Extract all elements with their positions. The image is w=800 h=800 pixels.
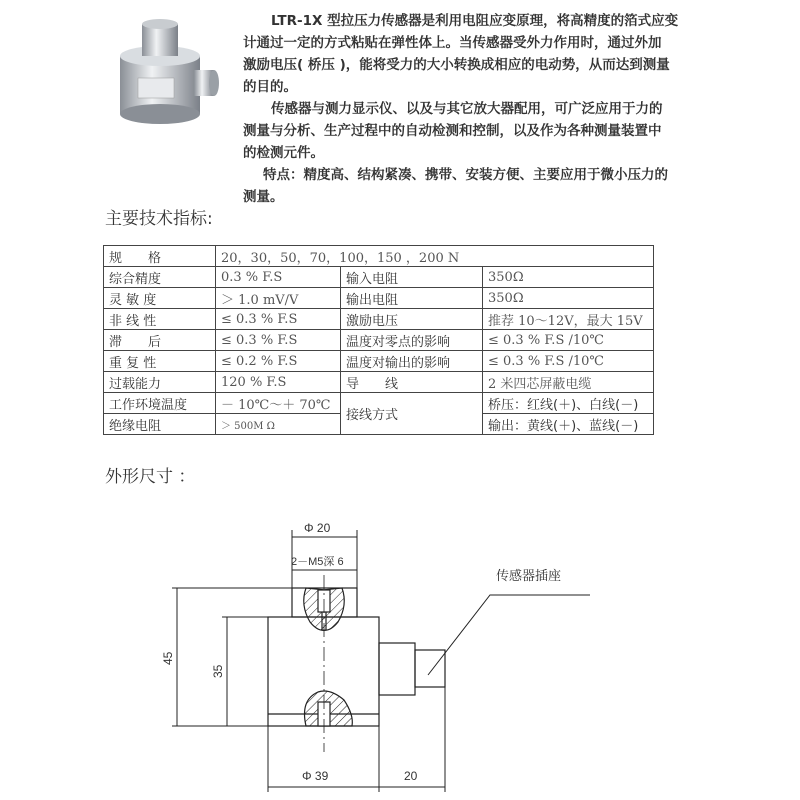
intro-line: 的目的。 — [243, 79, 297, 95]
sensor-outline — [268, 575, 445, 752]
spec-value: ≤ 0.2 % F.S — [216, 351, 341, 372]
spec-value: 推荐 10～12V，最大 15V — [483, 309, 654, 330]
spec-label: 输入电阻 — [341, 267, 483, 288]
width20-label: 20 — [404, 769, 418, 783]
spec-label: 接线方式 — [341, 393, 483, 435]
intro-line: 的检测元件。 — [243, 145, 324, 161]
spec-label: 滞 后 — [104, 330, 216, 351]
height35-label: 35 — [211, 664, 225, 678]
spec-value: ＞ 1.0 mV/V — [216, 288, 341, 309]
phi39-label: Φ 39 — [302, 769, 329, 783]
spec-value: ≤ 0.3 % F.S — [216, 309, 341, 330]
spec-label: 重 复 性 — [104, 351, 216, 372]
spec-value: 120 % F.S — [216, 372, 341, 393]
spec-value: ≤ 0.3 % F.S /10℃ — [483, 351, 654, 372]
spec-label: 非 线 性 — [104, 309, 216, 330]
intro-line: LTR-1X 型拉压力传感器是利用电阻应变原理，将高精度的箔式应变 — [271, 13, 679, 29]
socket-label: 传感器插座 — [496, 568, 562, 583]
spec-label: 规 格 — [104, 246, 216, 267]
spec-label: 绝缘电阻 — [104, 414, 216, 435]
intro-line: 激励电压( 桥压 )，能将受力的大小转换成相应的电动势，从而达到测量 — [243, 57, 670, 73]
spec-label: 过载能力 — [104, 372, 216, 393]
spec-value: 20，30，50，70，100，150 ，200 N — [216, 246, 654, 267]
spec-value: ＞ 500M Ω — [216, 414, 341, 435]
spec-label: 温度对零点的影响 — [341, 330, 483, 351]
intro-line: 计通过一定的方式粘贴在弹性体上。当传感器受外力作用时，通过外加 — [243, 35, 662, 51]
spec-value: 输出：黄线(＋)、蓝线(－) — [483, 414, 654, 435]
spec-value: 0.3 % F.S — [216, 267, 341, 288]
intro-line: 测量。 — [243, 189, 284, 205]
spec-value: 350Ω — [483, 288, 654, 309]
height45-label: 45 — [161, 651, 175, 665]
spec-label: 工作环境温度 — [104, 393, 216, 414]
spec-value: 桥压：红线(＋)、白线(－) — [483, 393, 654, 414]
spec-label: 灵 敏 度 — [104, 288, 216, 309]
spec-label: 激励电压 — [341, 309, 483, 330]
thread-label: 2－M5深 6 — [291, 556, 344, 568]
intro-line: 传感器与测力显示仪、以及与其它放大器配用，可广泛应用于力的 — [271, 101, 663, 117]
spec-label: 导 线 — [341, 372, 483, 393]
spec-label: 输出电阻 — [341, 288, 483, 309]
spec-value: 2 米四芯屏蔽电缆 — [483, 372, 654, 393]
spec-value: 350Ω — [483, 267, 654, 288]
spec-value: － 10℃～＋ 70℃ — [216, 393, 341, 414]
spec-value: ≤ 0.3 % F.S /10℃ — [483, 330, 654, 351]
dims-title: 外形尺寸 ： — [105, 467, 196, 487]
specs-title: 主要技术指标: — [105, 209, 213, 229]
spec-label: 温度对输出的影响 — [341, 351, 483, 372]
spec-value: ≤ 0.3 % F.S — [216, 330, 341, 351]
spec-label: 综合精度 — [104, 267, 216, 288]
intro-line: 特点：精度高、结构紧凑、携带、安装方便、主要应用于微小压力的 — [263, 167, 668, 183]
phi20-label: Φ 20 — [304, 521, 331, 535]
intro-line: 测量与分析、生产过程中的自动检测和控制，以及作为各种测量装置中 — [243, 123, 662, 139]
